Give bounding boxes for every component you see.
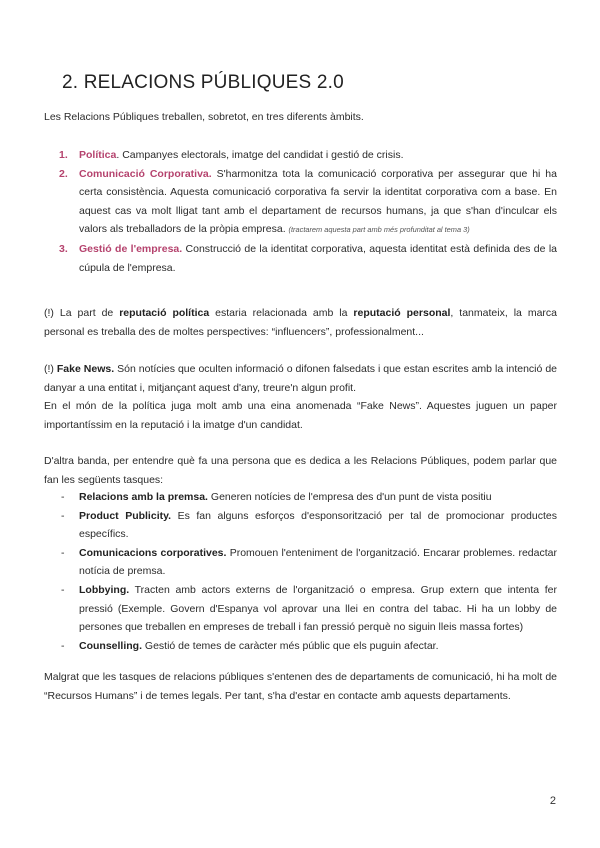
item-text: . Campanyes electorals, imatge del candidat i gestió de crisis. [116,149,404,161]
list-item [44,165,557,240]
reputation-prefix: (!) La part de [44,307,120,319]
list-item [44,240,557,277]
fake-news-line2: En el món de la política juga molt amb una eina anomenada “Fake News”. Aquestes juguen un paper importantíssim en la reputació i la imatge d'un candidat. [44,400,557,431]
tasks-list [44,488,557,655]
item-text: Construcció de la identitat corporativa, aquesta identitat està definida des de la cúpula de l'empresa. [79,242,557,274]
item-note: (tractarem aquesta part amb més profunditat al tema 3) [288,225,470,235]
dash-bullet: - [61,509,65,522]
term-reputacio-personal: reputació personal [353,307,451,319]
tasks-intro-paragraph: D'altra banda, per entendre què fa una persona que es dedica a les Relacions Públiques, podem parlar que fan les següents tasques: [44,455,557,486]
dash-bullet: - [61,491,65,503]
list-number: 3. [59,242,68,255]
term-fake-news: Fake News. [56,363,115,375]
areas-list [44,146,557,277]
dash-bullet: - [61,583,65,596]
term-reputacio-politica: reputació política [119,307,210,319]
term-premsa: Relacions amb la premsa. [79,491,208,503]
list-number: 2. [59,167,68,180]
term-lobbying: Lobbying. [79,583,130,596]
list-item [44,544,557,581]
fake-news-prefix: (!) [44,363,57,375]
task-text: Es fan alguns esforços d'esponsorització per tal de promocionar productes específics. [79,509,557,541]
task-text: Generen notícies de l'empresa des d'un punt de vista positiu [207,491,492,503]
list-item [44,581,557,637]
term-gestio: Gestió de l'empresa. [79,242,183,255]
list-item [44,146,557,165]
dash-bullet: - [61,546,65,559]
reputation-mid: estaria relacionada amb la [209,307,354,319]
dash-bullet: - [61,639,65,652]
term-politica: Política [79,149,117,161]
task-text: Gestió de temes de caràcter més públic que els puguin afectar. [142,639,439,652]
reputation-suffix: , tanmateix, la marca personal es treballa des de moltes perspectives: “influencers”, professionalment... [44,307,558,338]
list-item [44,637,557,656]
reputation-paragraph [44,304,557,341]
list-item [44,507,557,544]
fake-news-paragraph [44,360,557,434]
page-number: 2 [549,795,556,807]
list-number: 1. [59,149,68,161]
term-comunicacio: Comunicació Corporativa. [79,167,212,180]
term-counselling: Counselling. [79,639,142,652]
list-item [44,488,557,507]
term-product-publicity: Product Publicity. [79,509,172,522]
closing-paragraph: Malgrat que les tasques de relacions públiques s'entenen des de departaments de comunicació, hi ha molt de “Recursos Humans” i de temes legals. Per tant, s'ha d'estar en contacte amb aquests departaments. [44,671,557,702]
page-title: 2. RELACIONS PÚBLIQUES 2.0 [62,72,344,93]
fake-news-text: Són notícies que oculten informació o difonen falsedats i que estan escrites amb la intenció de danyar a una entitat i, mitjançant aquest d'any, treure'n algun profit. [44,363,557,394]
task-text: Tracten amb actors externs de l'organització o empresa. Grup extern que intenta fer pressió (Exemple. Govern d'Espanya vol aprovar una llei en contra del tabac. Hi ha un lobby de persones que treballen en empreses de treball i fan pressió perquè no siguin lleis massa fortes) [79,583,557,634]
intro-paragraph: Les Relacions Públiques treballen, sobretot, en tres diferents àmbits. [44,111,364,123]
task-text: Promouen l'enteniment de l'organització. Encarar problemes. redactar notícia de premsa. [79,546,557,578]
item-text: S'harmonitza tota la comunicació corporativa per assegurar que hi ha certa consistència. Aquesta comunicació corporativa fa servir la identitat corporativa com a base. En aquest cas va molt lligat tant amb el departament de recursos humans, ja que s'han d'inculcar els valors als treballadors de la pròpia empresa. [79,167,557,236]
term-comunicacions: Comunicacions corporatives. [79,546,227,559]
